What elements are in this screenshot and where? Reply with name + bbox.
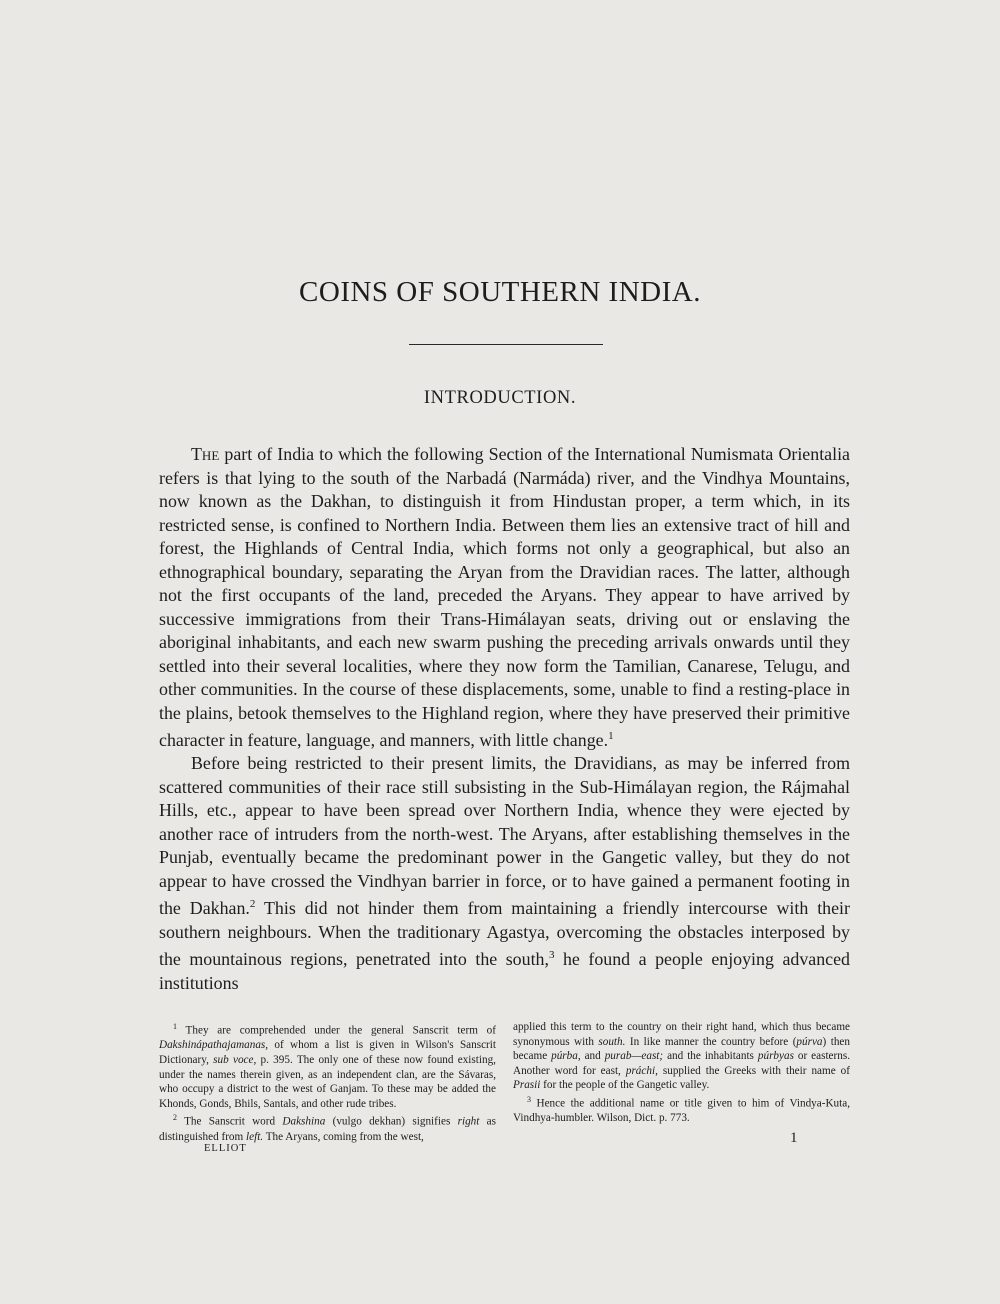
footnote-2-term: Dakshina: [282, 1116, 326, 1129]
footnote-2-cont-c: In like manner the country before (: [625, 1035, 797, 1048]
footnote-2-cont-purbyas: púrbyas: [757, 1050, 794, 1063]
paragraph-1-text: part of India to which the following Section of the International Numismata Orientalia refers is that lying to the south of the Narbadá (Narmáda) river, and the Vindhya Mountains, now known as the Dakhan, to distinguish it from Hindustan proper, a term which, in its restricted sense, is confined to Northern India. Between them lies an extensive tract of hill and forest, the Highlands of Central India, which forms not only a geographical, but also an ethnographical boundary, separating the Aryan from the Dravidian races. The latter, although not the first occupants of the land, preceded the Aryans. They appear to have arrived by successive immigrations from their Trans-Himálayan seats, driving out or enslaving the aboriginal inhabitants, and each new swarm pushing the preceding arrivals onwards until they settled into their several localities, where they now form the Tamilian, Canarese, Telugu, and other communities. In the course of these displacements, some, unable to find a resting-place in the plains, betook themselves to the Highland region, where they have preserved their primitive character in feature, language, and manners, with little change.: [159, 444, 850, 750]
section-heading: INTRODUCTION.: [423, 388, 577, 408]
footnote-2-cont-m: supplied the Greeks with their name of: [657, 1064, 851, 1077]
footnote-2-text-a: The Sanscrit word: [177, 1116, 283, 1129]
footnote-2-cont-purba: púrba,: [551, 1050, 581, 1063]
footnote-2-cont-o: for the people of the Gangetic valley.: [540, 1079, 710, 1092]
footnote-1: [159, 1020, 496, 1111]
footnote-3-number: 3: [527, 1094, 531, 1104]
footnote-ref-2: 2: [249, 898, 256, 911]
page-number: 1: [790, 1130, 798, 1146]
footnote-2-left: left.: [246, 1130, 264, 1143]
footnote-1-term: Dakshinápathajamanas,: [159, 1039, 269, 1052]
footnote-1-number: 1: [173, 1022, 177, 1031]
footnote-2-cont-prasii: Prasii: [513, 1079, 541, 1092]
paragraph-lead: The: [191, 444, 220, 464]
body-text: [159, 443, 850, 995]
footnote-2-text-g: The Aryans, coming from the west,: [263, 1130, 424, 1143]
footnotes: [159, 1020, 850, 1144]
paragraph-2-text-a: Before being restricted to their present limits, the Dravidians, as may be inferred from scattered communities of their race still subsisting in the Sub-Himálayan region, the Rájmahal Hills, etc., appear to have been spread over Northern India, whence they were ejected by another race of intruders from the north-west. The Aryans, after establishing themselves in the Punjab, eventually became the predominant power in the Gangetic valley, but they do not appear to have crossed the Vindhyan barrier in force, or to have gained a permanent footing in the Dakhan.: [159, 753, 850, 919]
footnote-1-text-e: p. 395. The only one of these now found existing, under the names therein given, as an independent clan, are the Sávaras, who occupy a district to the west of Ganjam. To these may be added the Khonds, Gonds, Bhils, Santals, and other rude tribes.: [159, 1053, 496, 1110]
footnote-2-cont-g: and: [580, 1050, 605, 1063]
footnotes-left-column: [159, 1020, 496, 1144]
footnote-2-cont-south: south.: [598, 1035, 626, 1048]
footnote-3: [513, 1093, 850, 1126]
paragraph-2-text-c: he found a people enjoying advanced institutions: [159, 949, 850, 993]
footnote-2: [159, 1111, 496, 1144]
footnote-ref-1: 1: [608, 730, 614, 742]
footnote-1-text-c: of whom a list is given in Wilson's Sanscrit Dictionary,: [159, 1039, 496, 1066]
paragraph-2-text-b: This did not hinder them from maintaining a friendly intercourse with their southern neighbours. When the traditionary Agastya, overcoming the obstacles interposed by the mountainous regions, penetrated into the south,: [159, 898, 850, 970]
footnote-2-cont-e: ) then became: [513, 1035, 850, 1063]
footnote-2-text-e: as distinguished from: [159, 1116, 497, 1143]
footnote-2-cont-prachi: práchi,: [625, 1064, 658, 1077]
paragraph-1: [159, 443, 850, 752]
footnote-2-cont-purab: purab—east;: [604, 1050, 664, 1063]
footnote-2-cont-a: applied this term to the country on their right hand, which thus became synonymous with: [513, 1021, 850, 1048]
page-title: COINS OF SOUTHERN INDIA.: [299, 276, 701, 308]
footnote-2-continued: [513, 1020, 850, 1093]
footnote-2-cont-k: or easterns. Another word for east,: [513, 1050, 850, 1077]
footnote-2-text-c: (vulgo dekhan) signifies: [325, 1116, 458, 1129]
footnote-ref-3: 3: [548, 949, 555, 962]
footnote-1-text-a: They are comprehended under the general Sanscrit term of: [177, 1024, 496, 1037]
title-divider: [409, 344, 603, 345]
footnote-2-cont-i: and the inhabitants: [663, 1050, 758, 1063]
footnote-2-cont-purva: púrva: [796, 1035, 823, 1048]
signature-mark: ELLIOT: [204, 1143, 247, 1154]
footnote-2-right: right: [457, 1116, 480, 1129]
footnote-1-sub-voce: sub voce,: [213, 1053, 257, 1066]
footnote-2-number: 2: [173, 1113, 177, 1123]
paragraph-2: [159, 752, 850, 995]
footnotes-right-column: [513, 1020, 850, 1144]
footnote-3-text: Hence the additional name or title given to him of Vindya-Kuta, Vindhya-humbler. Wilson, Dict. p. 773.: [513, 1097, 850, 1125]
